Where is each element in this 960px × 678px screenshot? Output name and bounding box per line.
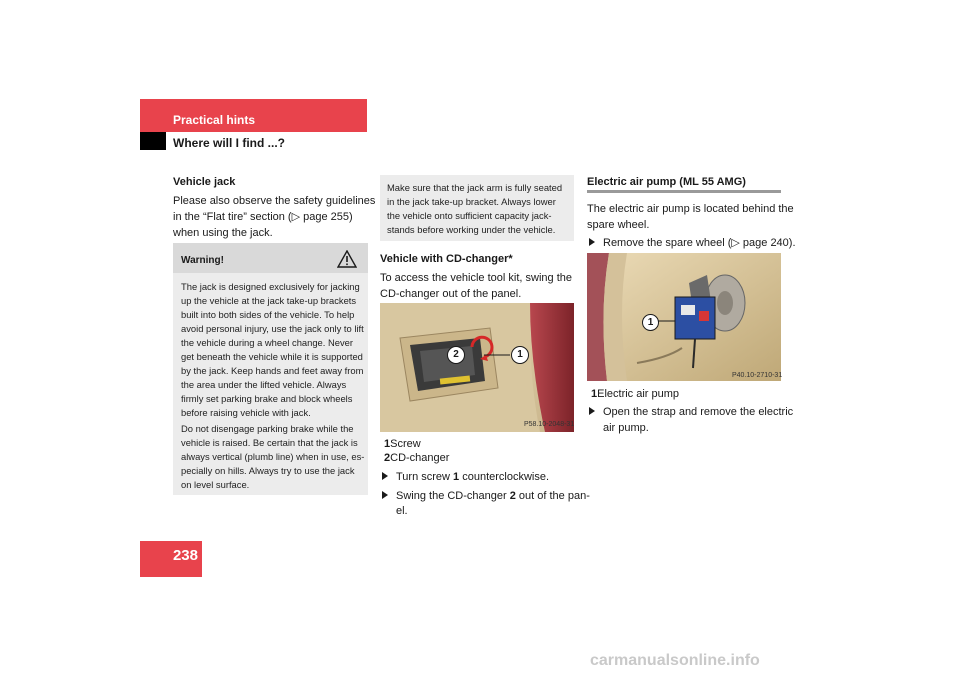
cd-changer-heading: Vehicle with CD-changer* [380, 253, 513, 265]
page-subtitle: Where will I find ...? [173, 136, 286, 150]
image-code: P40.10-2710-31 [732, 372, 783, 379]
cd-changer-image [380, 303, 574, 432]
callout-1: 1 [642, 314, 659, 331]
cd-para-line: To access the vehicle tool kit, swing the [380, 272, 572, 284]
warning-text: The jack is designed exclusively for jacking up the vehicle at the jack take-up brackets built into both sides of the vehicle. To help avoid personal injury, use the jack only to lift the vehicle during a wheel change. Never get beneath the vehicle while it is supported by the jack. Keep hands and feet away from the area under the lifted vehicle. Always firmly set parking brake and block wheels before raising vehicle with jack. [181, 281, 364, 418]
bullet-arrow-icon [589, 235, 603, 251]
legend-item: 2CD-changer [384, 452, 450, 464]
step-swing-cd-cont: el. [396, 505, 408, 517]
air-pump-heading: Electric air pump (ML 55 AMG) [587, 176, 746, 188]
step-open-strap: Open the strap and remove the electric [589, 404, 793, 420]
heading-rule [587, 190, 781, 193]
air-para-line: spare wheel. [587, 219, 650, 231]
callout-2: 2 [447, 346, 465, 364]
air-para-line: The electric air pump is located behind the [587, 203, 794, 215]
warning-text-2: Do not disengage parking brake while the vehicle is raised. Be certain that the jack is always vertical (plumb line) when in use, es- pecially on hills. Always try to use the jack on level surface. [181, 423, 365, 490]
bullet-arrow-icon [589, 404, 603, 420]
legend-item: 1Electric air pump [591, 388, 680, 400]
step-swing-cd: Swing the CD-changer 2 out of the pan- [382, 488, 590, 504]
cd-para-line: CD-changer out of the panel. [380, 288, 522, 300]
header-marker [140, 132, 166, 150]
bullet-arrow-icon [382, 469, 396, 485]
warning-triangle-icon [337, 250, 357, 273]
jack-para-line: in the “Flat tire” section (▷ page 255) [173, 211, 353, 223]
warning-label: Warning! [181, 255, 224, 266]
jack-note-text: Make sure that the jack arm is fully seated in the jack take-up bracket. Always lower the vehicle onto sufficient capacity jack- stands before working under the vehicle. [387, 182, 563, 235]
step-open-strap-cont: air pump. [603, 422, 649, 434]
legend-item: 1Screw [384, 438, 421, 450]
jack-para-line: when using the jack. [173, 227, 273, 239]
vehicle-jack-heading: Vehicle jack [173, 176, 236, 188]
image-code: P58.10-2048-31 [524, 421, 575, 428]
page-number: 238 [172, 547, 198, 564]
section-title: Practical hints [173, 113, 256, 127]
bullet-arrow-icon [382, 488, 396, 504]
air-pump-image [587, 253, 781, 381]
callout-1: 1 [511, 346, 529, 364]
step-turn-screw: Turn screw 1 counterclockwise. [382, 469, 549, 485]
step-remove-wheel: Remove the spare wheel (▷ page 240). [589, 235, 796, 251]
watermark: carmanualsonline.info [590, 652, 760, 669]
jack-para-line: Please also observe the safety guidelines [173, 195, 376, 207]
